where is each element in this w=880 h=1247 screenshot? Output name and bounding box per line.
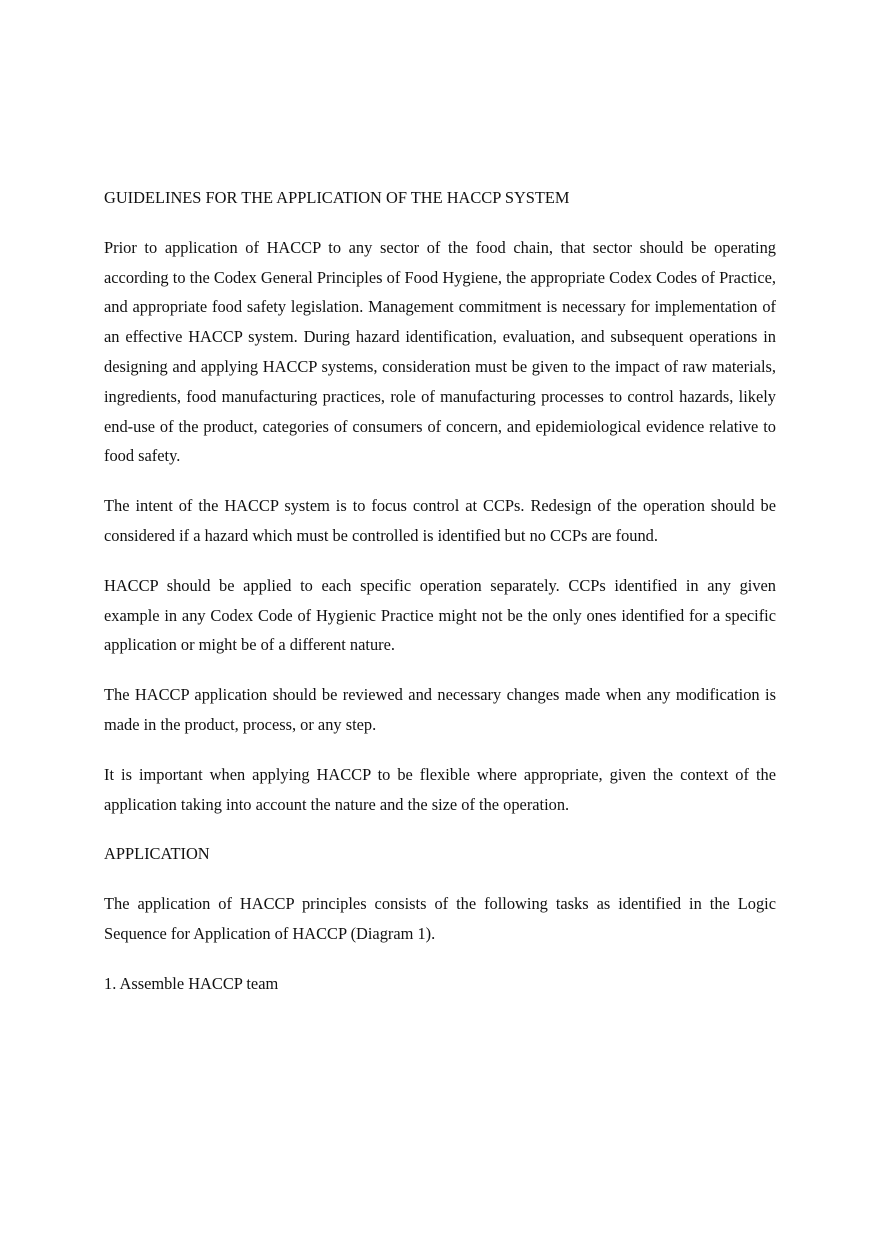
list-item: 1. Assemble HACCP team [104,973,279,993]
paragraph-prerequisites: Prior to application of HACCP to any sector of the food chain, that sector should be operating according to the Codex General Principles of Food Hygiene, the appropriate Codex Codes of Practice, and appropriate food safety legislation. Management commitment is necessary for implementation of an effective HACCP system. During hazard identification, evaluation, and subsequent operations in designing and applying HACCP systems, consideration must be given to the impact of raw materials, ingredients, food manufacturing practices, role of manufacturing processes to control hazards, likely end-use of the product, categories of consumers of concern, and epidemiological evidence relative to food safety. [104,237,776,466]
paragraph-specific-operation: HACCP should be applied to each specific operation separately. CCPs identified in any given example in any Codex Code of Hygienic Practice might not be the only ones identified for a specific application or might be of a different nature. [104,575,776,655]
paragraph-flexibility: It is important when applying HACCP to be flexible where appropriate, given the context of the application taking into account the nature and the size of the operation. [104,764,776,814]
paragraph-review: The HACCP application should be reviewed and necessary changes made when any modification is made in the product, process, or any step. [104,685,776,734]
document-page [104,183,776,999]
paragraph-intent: The intent of the HACCP system is to focus control at CCPs. Redesign of the operation should be considered if a hazard which must be controlled is identified but no CCPs are found. [104,496,776,545]
section-heading-application: APPLICATION [104,844,210,864]
document-title: GUIDELINES FOR THE APPLICATION OF THE HACCP SYSTEM [104,188,570,207]
paragraph-application-tasks: The application of HACCP principles consists of the following tasks as identified in the Logic Sequence for Application of HACCP (Diagram 1). [104,894,776,943]
